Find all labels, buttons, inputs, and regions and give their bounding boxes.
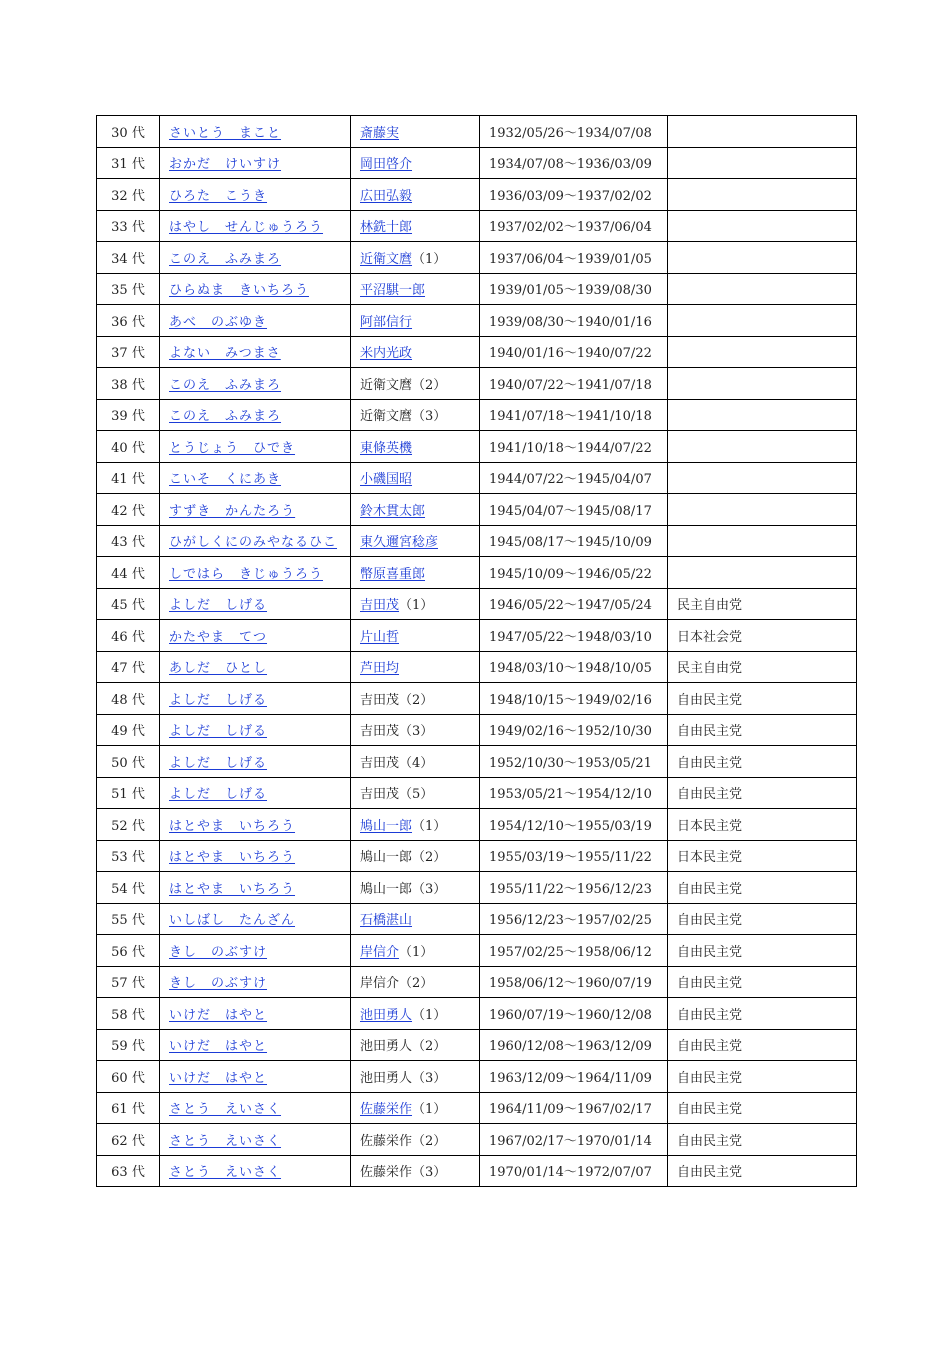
- name-cell: [351, 210, 480, 242]
- prime-minister-name: 吉田茂: [360, 724, 400, 740]
- kana-reading-link[interactable]: こいそ くにあき: [169, 472, 282, 488]
- cabinet-number: （5）: [399, 787, 434, 803]
- table-row: [97, 714, 857, 746]
- prime-minister-name-link[interactable]: 鈴木貫太郎: [360, 503, 426, 519]
- term-cell: 1964/11/09～1967/02/17: [480, 1092, 668, 1124]
- generation-cell: 37 代: [97, 336, 160, 368]
- table-row: [97, 746, 857, 778]
- party-cell: 自由民主党: [668, 966, 857, 998]
- prime-minister-name: 鳩山一郎: [360, 850, 413, 866]
- party-cell: [668, 368, 857, 400]
- kana-cell: [160, 651, 351, 683]
- kana-reading-link[interactable]: よない みつまさ: [169, 346, 281, 362]
- kana-cell: [160, 1029, 351, 1061]
- table-row: [97, 872, 857, 904]
- cabinet-number: （2）: [399, 976, 434, 992]
- table-row: [97, 525, 857, 557]
- name-cell: [351, 1029, 480, 1061]
- generation-cell: 56 代: [97, 935, 160, 967]
- cabinet-number: （1）: [412, 818, 447, 834]
- generation-cell: 33 代: [97, 210, 160, 242]
- name-cell: [351, 557, 480, 589]
- kana-cell: [160, 116, 351, 148]
- cabinet-number: （1）: [399, 598, 434, 614]
- term-cell: 1945/10/09～1946/05/22: [480, 557, 668, 589]
- name-cell: [351, 179, 480, 211]
- generation-cell: 60 代: [97, 1061, 160, 1093]
- term-cell: 1945/04/07～1945/08/17: [480, 494, 668, 526]
- kana-reading-link[interactable]: はとやま いちろう: [169, 850, 296, 866]
- kana-reading-link[interactable]: さいとう まこと: [169, 125, 282, 141]
- term-cell: 1937/06/04～1939/01/05: [480, 242, 668, 274]
- name-cell: [351, 494, 480, 526]
- kana-reading-link[interactable]: きし のぶすけ: [169, 944, 268, 960]
- term-cell: 1967/02/17～1970/01/14: [480, 1124, 668, 1156]
- prime-minister-name: 近衛文麿: [360, 409, 413, 425]
- term-cell: 1960/12/08～1963/12/09: [480, 1029, 668, 1061]
- table-row: [97, 431, 857, 463]
- table-row: [97, 305, 857, 337]
- prime-minister-name-link[interactable]: 広田弘毅: [360, 188, 413, 204]
- kana-reading-link[interactable]: このえ ふみまろ: [169, 251, 282, 267]
- kana-cell: [160, 336, 351, 368]
- term-cell: 1956/12/23～1957/02/25: [480, 903, 668, 935]
- generation-cell: 43 代: [97, 525, 160, 557]
- party-cell: 自由民主党: [668, 1061, 857, 1093]
- name-cell: [351, 116, 480, 148]
- table-row: [97, 557, 857, 589]
- kana-reading-link[interactable]: あしだ ひとし: [169, 661, 268, 677]
- kana-cell: [160, 683, 351, 715]
- prime-minister-name: 佐藤栄作: [360, 1133, 413, 1149]
- prime-minister-name-link[interactable]: 阿部信行: [360, 314, 413, 330]
- cabinet-number: （2）: [412, 1133, 447, 1149]
- party-cell: [668, 116, 857, 148]
- party-cell: [668, 273, 857, 305]
- prime-minister-table-body: [97, 116, 857, 1187]
- term-cell: 1932/05/26～1934/07/08: [480, 116, 668, 148]
- table-row: [97, 998, 857, 1030]
- party-cell: 自由民主党: [668, 903, 857, 935]
- name-cell: [351, 242, 480, 274]
- party-cell: [668, 462, 857, 494]
- table-row: [97, 399, 857, 431]
- term-cell: 1960/07/19～1960/12/08: [480, 998, 668, 1030]
- party-cell: [668, 494, 857, 526]
- name-cell: [351, 746, 480, 778]
- name-cell: [351, 588, 480, 620]
- table-row: [97, 1029, 857, 1061]
- kana-reading-link[interactable]: おかだ けいすけ: [169, 157, 282, 173]
- kana-cell: [160, 777, 351, 809]
- table-row: [97, 242, 857, 274]
- kana-cell: [160, 1061, 351, 1093]
- term-cell: 1940/01/16～1940/07/22: [480, 336, 668, 368]
- generation-cell: 53 代: [97, 840, 160, 872]
- term-cell: 1949/02/16～1952/10/30: [480, 714, 668, 746]
- generation-cell: 51 代: [97, 777, 160, 809]
- table-row: [97, 494, 857, 526]
- party-cell: [668, 336, 857, 368]
- kana-reading-link[interactable]: ひらぬま きいちろう: [169, 283, 310, 299]
- generation-cell: 44 代: [97, 557, 160, 589]
- term-cell: 1954/12/10～1955/03/19: [480, 809, 668, 841]
- cabinet-number: （3）: [412, 1070, 447, 1086]
- table-row: [97, 620, 857, 652]
- party-cell: 日本民主党: [668, 840, 857, 872]
- kana-reading-link[interactable]: さとう えいさく: [169, 1102, 282, 1118]
- prime-minister-name: 岸信介: [360, 976, 400, 992]
- party-cell: 自由民主党: [668, 935, 857, 967]
- name-cell: [351, 1092, 480, 1124]
- kana-reading-link[interactable]: ひがしくにのみやなるひこ: [169, 535, 338, 551]
- kana-reading-link[interactable]: いけだ はやと: [169, 1070, 268, 1086]
- term-cell: 1955/11/22～1956/12/23: [480, 872, 668, 904]
- generation-cell: 41 代: [97, 462, 160, 494]
- kana-reading-link[interactable]: かたやま てつ: [169, 629, 268, 645]
- table-row: [97, 935, 857, 967]
- name-cell: [351, 651, 480, 683]
- party-cell: [668, 179, 857, 211]
- generation-cell: 52 代: [97, 809, 160, 841]
- name-cell: [351, 903, 480, 935]
- party-cell: 日本社会党: [668, 620, 857, 652]
- kana-cell: [160, 273, 351, 305]
- name-cell: [351, 872, 480, 904]
- name-cell: [351, 273, 480, 305]
- party-cell: 民主自由党: [668, 651, 857, 683]
- kana-reading-link[interactable]: このえ ふみまろ: [169, 377, 282, 393]
- kana-reading-link[interactable]: はとやま いちろう: [169, 818, 296, 834]
- party-cell: [668, 525, 857, 557]
- term-cell: 1941/07/18～1941/10/18: [480, 399, 668, 431]
- party-cell: [668, 399, 857, 431]
- table-row: [97, 179, 857, 211]
- kana-reading-link[interactable]: ひろた こうき: [169, 188, 268, 204]
- prime-minister-table: [96, 115, 857, 1187]
- prime-minister-name: 池田勇人: [360, 1039, 413, 1055]
- cabinet-number: （2）: [412, 1039, 447, 1055]
- table-row: [97, 1092, 857, 1124]
- kana-cell: [160, 620, 351, 652]
- party-cell: 自由民主党: [668, 1092, 857, 1124]
- prime-minister-name-link[interactable]: 幣原喜重郎: [360, 566, 426, 582]
- party-cell: 自由民主党: [668, 714, 857, 746]
- prime-minister-name: 佐藤栄作: [360, 1165, 413, 1181]
- name-cell: [351, 431, 480, 463]
- prime-minister-name-link[interactable]: 佐藤栄作: [360, 1102, 413, 1118]
- prime-minister-name-link[interactable]: 池田勇人: [360, 1007, 413, 1023]
- table-row: [97, 903, 857, 935]
- kana-reading-link[interactable]: すずき かんたろう: [169, 503, 296, 519]
- term-cell: 1955/03/19～1955/11/22: [480, 840, 668, 872]
- name-cell: [351, 1061, 480, 1093]
- prime-minister-name-link[interactable]: 平沼騏一郎: [360, 283, 426, 299]
- kana-reading-link[interactable]: いしばし たんざん: [169, 913, 296, 929]
- generation-cell: 59 代: [97, 1029, 160, 1061]
- party-cell: 自由民主党: [668, 1155, 857, 1187]
- party-cell: [668, 147, 857, 179]
- generation-cell: 30 代: [97, 116, 160, 148]
- term-cell: 1944/07/22～1945/04/07: [480, 462, 668, 494]
- name-cell: [351, 462, 480, 494]
- prime-minister-name-link[interactable]: 石橋湛山: [360, 913, 413, 929]
- generation-cell: 38 代: [97, 368, 160, 400]
- name-cell: [351, 368, 480, 400]
- kana-reading-link[interactable]: よしだ しげる: [169, 598, 268, 614]
- prime-minister-name-link[interactable]: 近衛文麿: [360, 251, 413, 267]
- kana-cell: [160, 431, 351, 463]
- name-cell: [351, 147, 480, 179]
- kana-cell: [160, 210, 351, 242]
- term-cell: 1939/01/05～1939/08/30: [480, 273, 668, 305]
- cabinet-number: （3）: [412, 1165, 447, 1181]
- cabinet-number: （2）: [412, 377, 447, 393]
- name-cell: [351, 525, 480, 557]
- name-cell: [351, 809, 480, 841]
- cabinet-number: （1）: [399, 944, 434, 960]
- generation-cell: 36 代: [97, 305, 160, 337]
- party-cell: 日本民主党: [668, 809, 857, 841]
- generation-cell: 31 代: [97, 147, 160, 179]
- name-cell: [351, 935, 480, 967]
- term-cell: 1958/06/12～1960/07/19: [480, 966, 668, 998]
- name-cell: [351, 620, 480, 652]
- kana-cell: [160, 872, 351, 904]
- kana-reading-link[interactable]: さとう えいさく: [169, 1133, 282, 1149]
- cabinet-number: （2）: [412, 850, 447, 866]
- generation-cell: 42 代: [97, 494, 160, 526]
- kana-cell: [160, 714, 351, 746]
- term-cell: 1937/02/02～1937/06/04: [480, 210, 668, 242]
- generation-cell: 46 代: [97, 620, 160, 652]
- generation-cell: 45 代: [97, 588, 160, 620]
- kana-cell: [160, 305, 351, 337]
- kana-cell: [160, 998, 351, 1030]
- generation-cell: 32 代: [97, 179, 160, 211]
- name-cell: [351, 1124, 480, 1156]
- table-row: [97, 1155, 857, 1187]
- term-cell: 1947/05/22～1948/03/10: [480, 620, 668, 652]
- party-cell: 自由民主党: [668, 1029, 857, 1061]
- prime-minister-name-link[interactable]: 東條英機: [360, 440, 413, 456]
- prime-minister-name: 鳩山一郎: [360, 881, 413, 897]
- name-cell: [351, 336, 480, 368]
- kana-reading-link[interactable]: いけだ はやと: [169, 1007, 268, 1023]
- party-cell: [668, 242, 857, 274]
- table-row: [97, 777, 857, 809]
- generation-cell: 62 代: [97, 1124, 160, 1156]
- cabinet-number: （3）: [412, 881, 447, 897]
- party-cell: [668, 431, 857, 463]
- table-row: [97, 147, 857, 179]
- cabinet-number: （1）: [412, 1007, 447, 1023]
- prime-minister-name-link[interactable]: 芦田均: [360, 661, 400, 677]
- generation-cell: 34 代: [97, 242, 160, 274]
- prime-minister-name-link[interactable]: 岸信介: [360, 944, 400, 960]
- kana-reading-link[interactable]: とうじょう ひでき: [169, 440, 296, 456]
- name-cell: [351, 840, 480, 872]
- prime-minister-name-link[interactable]: 片山哲: [360, 629, 400, 645]
- party-cell: 民主自由党: [668, 588, 857, 620]
- party-cell: 自由民主党: [668, 777, 857, 809]
- table-row: [97, 336, 857, 368]
- kana-reading-link[interactable]: はやし せんじゅうろう: [169, 220, 324, 236]
- table-row: [97, 368, 857, 400]
- term-cell: 1952/10/30～1953/05/21: [480, 746, 668, 778]
- prime-minister-name: 吉田茂: [360, 692, 400, 708]
- table-row: [97, 809, 857, 841]
- kana-reading-link[interactable]: よしだ しげる: [169, 755, 268, 771]
- prime-minister-name-link[interactable]: 吉田茂: [360, 598, 400, 614]
- generation-cell: 55 代: [97, 903, 160, 935]
- kana-cell: [160, 242, 351, 274]
- table-row: [97, 116, 857, 148]
- term-cell: 1953/05/21～1954/12/10: [480, 777, 668, 809]
- term-cell: 1936/03/09～1937/02/02: [480, 179, 668, 211]
- kana-reading-link[interactable]: はとやま いちろう: [169, 881, 296, 897]
- prime-minister-name-link[interactable]: 米内光政: [360, 346, 413, 362]
- term-cell: 1940/07/22～1941/07/18: [480, 368, 668, 400]
- kana-reading-link[interactable]: このえ ふみまろ: [169, 409, 282, 425]
- party-cell: [668, 557, 857, 589]
- generation-cell: 48 代: [97, 683, 160, 715]
- table-row: [97, 273, 857, 305]
- name-cell: [351, 1155, 480, 1187]
- generation-cell: 63 代: [97, 1155, 160, 1187]
- kana-cell: [160, 1092, 351, 1124]
- name-cell: [351, 777, 480, 809]
- kana-cell: [160, 903, 351, 935]
- kana-cell: [160, 1155, 351, 1187]
- table-row: [97, 1124, 857, 1156]
- cabinet-number: （4）: [399, 755, 434, 771]
- table-row: [97, 966, 857, 998]
- term-cell: 1945/08/17～1945/10/09: [480, 525, 668, 557]
- party-cell: 自由民主党: [668, 683, 857, 715]
- name-cell: [351, 714, 480, 746]
- table-row: [97, 683, 857, 715]
- prime-minister-name-link[interactable]: 小磯国昭: [360, 472, 413, 488]
- prime-minister-name: 吉田茂: [360, 755, 400, 771]
- generation-cell: 40 代: [97, 431, 160, 463]
- generation-cell: 61 代: [97, 1092, 160, 1124]
- generation-cell: 49 代: [97, 714, 160, 746]
- term-cell: 1941/10/18～1944/07/22: [480, 431, 668, 463]
- prime-minister-name-link[interactable]: 斎藤実: [360, 125, 400, 141]
- party-cell: [668, 305, 857, 337]
- generation-cell: 54 代: [97, 872, 160, 904]
- term-cell: 1939/08/30～1940/01/16: [480, 305, 668, 337]
- term-cell: 1948/03/10～1948/10/05: [480, 651, 668, 683]
- prime-minister-name-link[interactable]: 鳩山一郎: [360, 818, 413, 834]
- party-cell: 自由民主党: [668, 998, 857, 1030]
- kana-cell: [160, 368, 351, 400]
- table-row: [97, 462, 857, 494]
- cabinet-number: （1）: [412, 251, 447, 267]
- term-cell: 1963/12/09～1964/11/09: [480, 1061, 668, 1093]
- table-row: [97, 651, 857, 683]
- kana-cell: [160, 809, 351, 841]
- generation-cell: 39 代: [97, 399, 160, 431]
- kana-cell: [160, 588, 351, 620]
- table-row: [97, 1061, 857, 1093]
- cabinet-number: （3）: [399, 724, 434, 740]
- kana-cell: [160, 462, 351, 494]
- kana-reading-link[interactable]: しではら きじゅうろう: [169, 566, 324, 582]
- kana-cell: [160, 525, 351, 557]
- prime-minister-name-link[interactable]: 東久邇宮稔彦: [360, 535, 439, 551]
- kana-reading-link[interactable]: さとう えいさく: [169, 1165, 282, 1181]
- prime-minister-name: 池田勇人: [360, 1070, 413, 1086]
- kana-reading-link[interactable]: きし のぶすけ: [169, 976, 268, 992]
- kana-cell: [160, 1124, 351, 1156]
- party-cell: 自由民主党: [668, 746, 857, 778]
- generation-cell: 35 代: [97, 273, 160, 305]
- kana-cell: [160, 399, 351, 431]
- generation-cell: 58 代: [97, 998, 160, 1030]
- party-cell: 自由民主党: [668, 872, 857, 904]
- kana-cell: [160, 179, 351, 211]
- kana-cell: [160, 494, 351, 526]
- term-cell: 1970/01/14～1972/07/07: [480, 1155, 668, 1187]
- kana-cell: [160, 966, 351, 998]
- kana-reading-link[interactable]: よしだ しげる: [169, 724, 268, 740]
- table-row: [97, 840, 857, 872]
- party-cell: [668, 210, 857, 242]
- kana-reading-link[interactable]: あべ のぶゆき: [169, 314, 268, 330]
- name-cell: [351, 399, 480, 431]
- prime-minister-name-link[interactable]: 岡田啓介: [360, 157, 413, 173]
- prime-minister-name: 吉田茂: [360, 787, 400, 803]
- kana-reading-link[interactable]: よしだ しげる: [169, 787, 268, 803]
- table-row: [97, 210, 857, 242]
- cabinet-number: （3）: [412, 409, 447, 425]
- cabinet-number: （2）: [399, 692, 434, 708]
- term-cell: 1946/05/22～1947/05/24: [480, 588, 668, 620]
- name-cell: [351, 998, 480, 1030]
- table-row: [97, 588, 857, 620]
- term-cell: 1934/07/08～1936/03/09: [480, 147, 668, 179]
- generation-cell: 57 代: [97, 966, 160, 998]
- term-cell: 1957/02/25～1958/06/12: [480, 935, 668, 967]
- term-cell: 1948/10/15～1949/02/16: [480, 683, 668, 715]
- generation-cell: 50 代: [97, 746, 160, 778]
- name-cell: [351, 305, 480, 337]
- generation-cell: 47 代: [97, 651, 160, 683]
- prime-minister-name-link[interactable]: 林銑十郎: [360, 220, 413, 236]
- kana-cell: [160, 746, 351, 778]
- kana-cell: [160, 935, 351, 967]
- cabinet-number: （1）: [412, 1102, 447, 1118]
- kana-cell: [160, 147, 351, 179]
- kana-cell: [160, 557, 351, 589]
- kana-reading-link[interactable]: よしだ しげる: [169, 692, 268, 708]
- kana-cell: [160, 840, 351, 872]
- party-cell: 自由民主党: [668, 1124, 857, 1156]
- kana-reading-link[interactable]: いけだ はやと: [169, 1039, 268, 1055]
- name-cell: [351, 683, 480, 715]
- name-cell: [351, 966, 480, 998]
- prime-minister-name: 近衛文麿: [360, 377, 413, 393]
